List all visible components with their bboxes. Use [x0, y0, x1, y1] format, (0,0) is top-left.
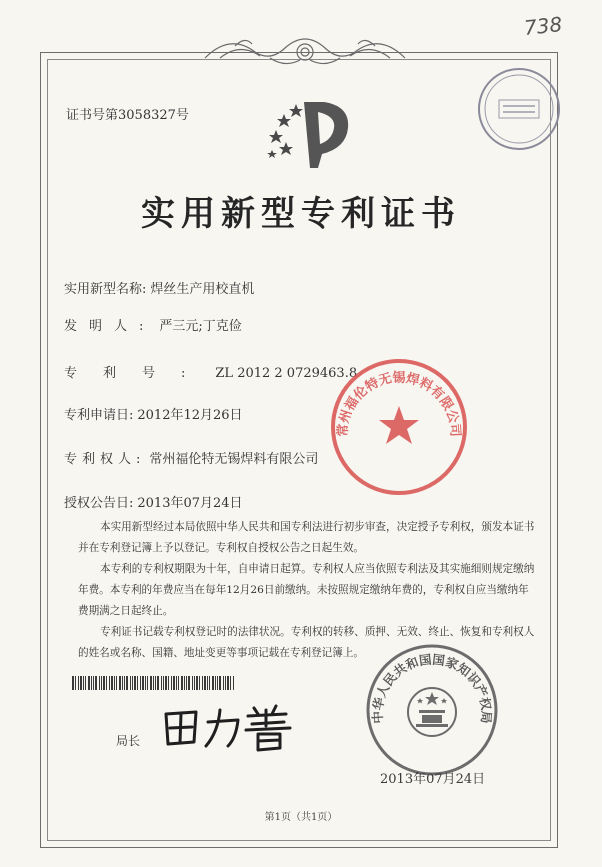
barcode-bar [109, 676, 110, 690]
barcode-bar [140, 676, 141, 690]
filing-date-label: 专利申请日: [64, 408, 134, 423]
patent-number-row [64, 362, 357, 381]
barcode-bar [173, 676, 175, 690]
barcode-bar [188, 676, 190, 690]
utility-model-name-label: 实用新型名称: [64, 282, 147, 297]
barcode-bar [165, 676, 167, 690]
barcode-bar [116, 676, 117, 690]
patentee-label: 专利权人: [64, 452, 146, 467]
filing-date-value: 2012年12月26日 [137, 408, 243, 423]
barcode-bar [75, 676, 76, 690]
barcode-bar [147, 676, 148, 690]
barcode-bar [130, 676, 131, 690]
barcode-bar [204, 676, 206, 690]
barcode-bar [119, 676, 121, 690]
barcode-bar [111, 676, 113, 690]
barcode-bar [230, 676, 231, 690]
filing-date-row [64, 404, 243, 423]
barcode-bar [161, 676, 162, 690]
barcode-bar [178, 676, 179, 690]
barcode-bar [207, 676, 208, 690]
director-label: 局长 [116, 734, 141, 748]
barcode-bar [168, 676, 169, 690]
grant-date-row [64, 492, 243, 511]
barcode-bar [171, 676, 172, 690]
utility-model-name-value: 焊丝生产用校直机 [150, 282, 255, 297]
director-signature [158, 700, 308, 756]
barcode-bar [215, 676, 216, 690]
barcode-bar [132, 676, 133, 690]
patent-number-value: ZL 2012 2 0729463.8 [215, 366, 358, 381]
barcode-bar [80, 676, 82, 690]
barcode-bar [134, 676, 136, 690]
handwritten-note: 738 [522, 12, 564, 40]
barcode-bar [157, 676, 159, 690]
inventor-row [64, 315, 242, 334]
barcode-bar [227, 676, 229, 690]
barcode-bar [91, 676, 92, 690]
barcode-bar [83, 676, 84, 690]
grant-date-value: 2013年07月24日 [137, 496, 243, 511]
body-paragraph-3: 专利证书记载专利权登记时的法律状况。专利权的转移、质押、无效、终止、恢复和专利权人的姓名或名称、国籍、地址变更等事项记载在专利登记簿上。 [78, 626, 535, 659]
body-paragraph-2: 本专利的专利权期限为十年，自申请日起算。专利权人应当依照专利法及其实施细则规定缴纳年费。本专利的年费应当在每年12月26日前缴纳。未按照规定缴纳年费的，专利权自应当缴纳年费期满之日起终止。 [78, 563, 535, 617]
barcode-bar [209, 676, 210, 690]
barcode-bar [88, 676, 90, 690]
body-paragraph-1: 本实用新型经过本局依照中华人民共和国专利法进行初步审查，决定授予专利权，颁发本证书并在专利登记簿上予以登记。专利权自授权公告之日起生效。 [78, 521, 535, 554]
grant-date-label: 授权公告日: [64, 496, 134, 511]
barcode-bar [126, 676, 128, 690]
barcode [72, 676, 236, 690]
barcode-bar [181, 676, 183, 690]
patentee-value: 常州福伦特无锡焊料有限公司 [149, 452, 319, 467]
barcode-bar [163, 676, 164, 690]
barcode-bar [217, 676, 218, 690]
barcode-bar [225, 676, 226, 690]
barcode-bar [199, 676, 200, 690]
office-seal-text: 中华人民共和国国家知识产权局 [369, 651, 495, 724]
barcode-bar [196, 676, 198, 690]
barcode-bar [150, 676, 152, 690]
barcode-bar [194, 676, 195, 690]
utility-model-name-row [64, 278, 254, 297]
barcode-bar [72, 676, 74, 690]
agency-stamp [474, 64, 564, 154]
barcode-bar [106, 676, 107, 690]
inventor-label: 发明人: [64, 319, 156, 334]
certificate-title: 实用新型专利证书 [141, 194, 461, 234]
company-seal-text: 常州福伦特无锡焊料有限公司 [335, 370, 463, 438]
barcode-bar [101, 676, 102, 690]
barcode-bar [85, 676, 86, 690]
barcode-bar [202, 676, 203, 690]
barcode-bar [142, 676, 144, 690]
barcode-bar [192, 676, 193, 690]
patentee-row [64, 448, 318, 467]
barcode-bar [153, 676, 154, 690]
barcode-bar [186, 676, 187, 690]
barcode-bar [95, 676, 97, 690]
page-footer: 第1页（共1页） [264, 812, 338, 823]
patent-office-emblem [262, 92, 362, 172]
barcode-bar [233, 676, 234, 690]
top-ornament [200, 28, 410, 72]
barcode-bar [137, 676, 138, 690]
certificate-number: 证书号第3058327号 [66, 108, 189, 123]
barcode-bar [176, 676, 177, 690]
barcode-bar [122, 676, 123, 690]
barcode-bar [78, 676, 79, 690]
patent-number-label: 专利号: [64, 366, 212, 381]
barcode-bar [155, 676, 156, 690]
barcode-bar [103, 676, 105, 690]
barcode-bar [184, 676, 185, 690]
company-seal [324, 352, 474, 502]
barcode-bar [145, 676, 146, 690]
national-ip-office-seal [362, 640, 502, 780]
barcode-bar [223, 676, 224, 690]
office-seal-date: 2013年07月24日 [380, 772, 486, 787]
inventor-value: 严三元;丁克俭 [159, 319, 242, 334]
barcode-bar [219, 676, 221, 690]
barcode-bar [99, 676, 100, 690]
barcode-bar [212, 676, 214, 690]
barcode-bar [124, 676, 125, 690]
barcode-bar [93, 676, 94, 690]
barcode-bar [114, 676, 115, 690]
